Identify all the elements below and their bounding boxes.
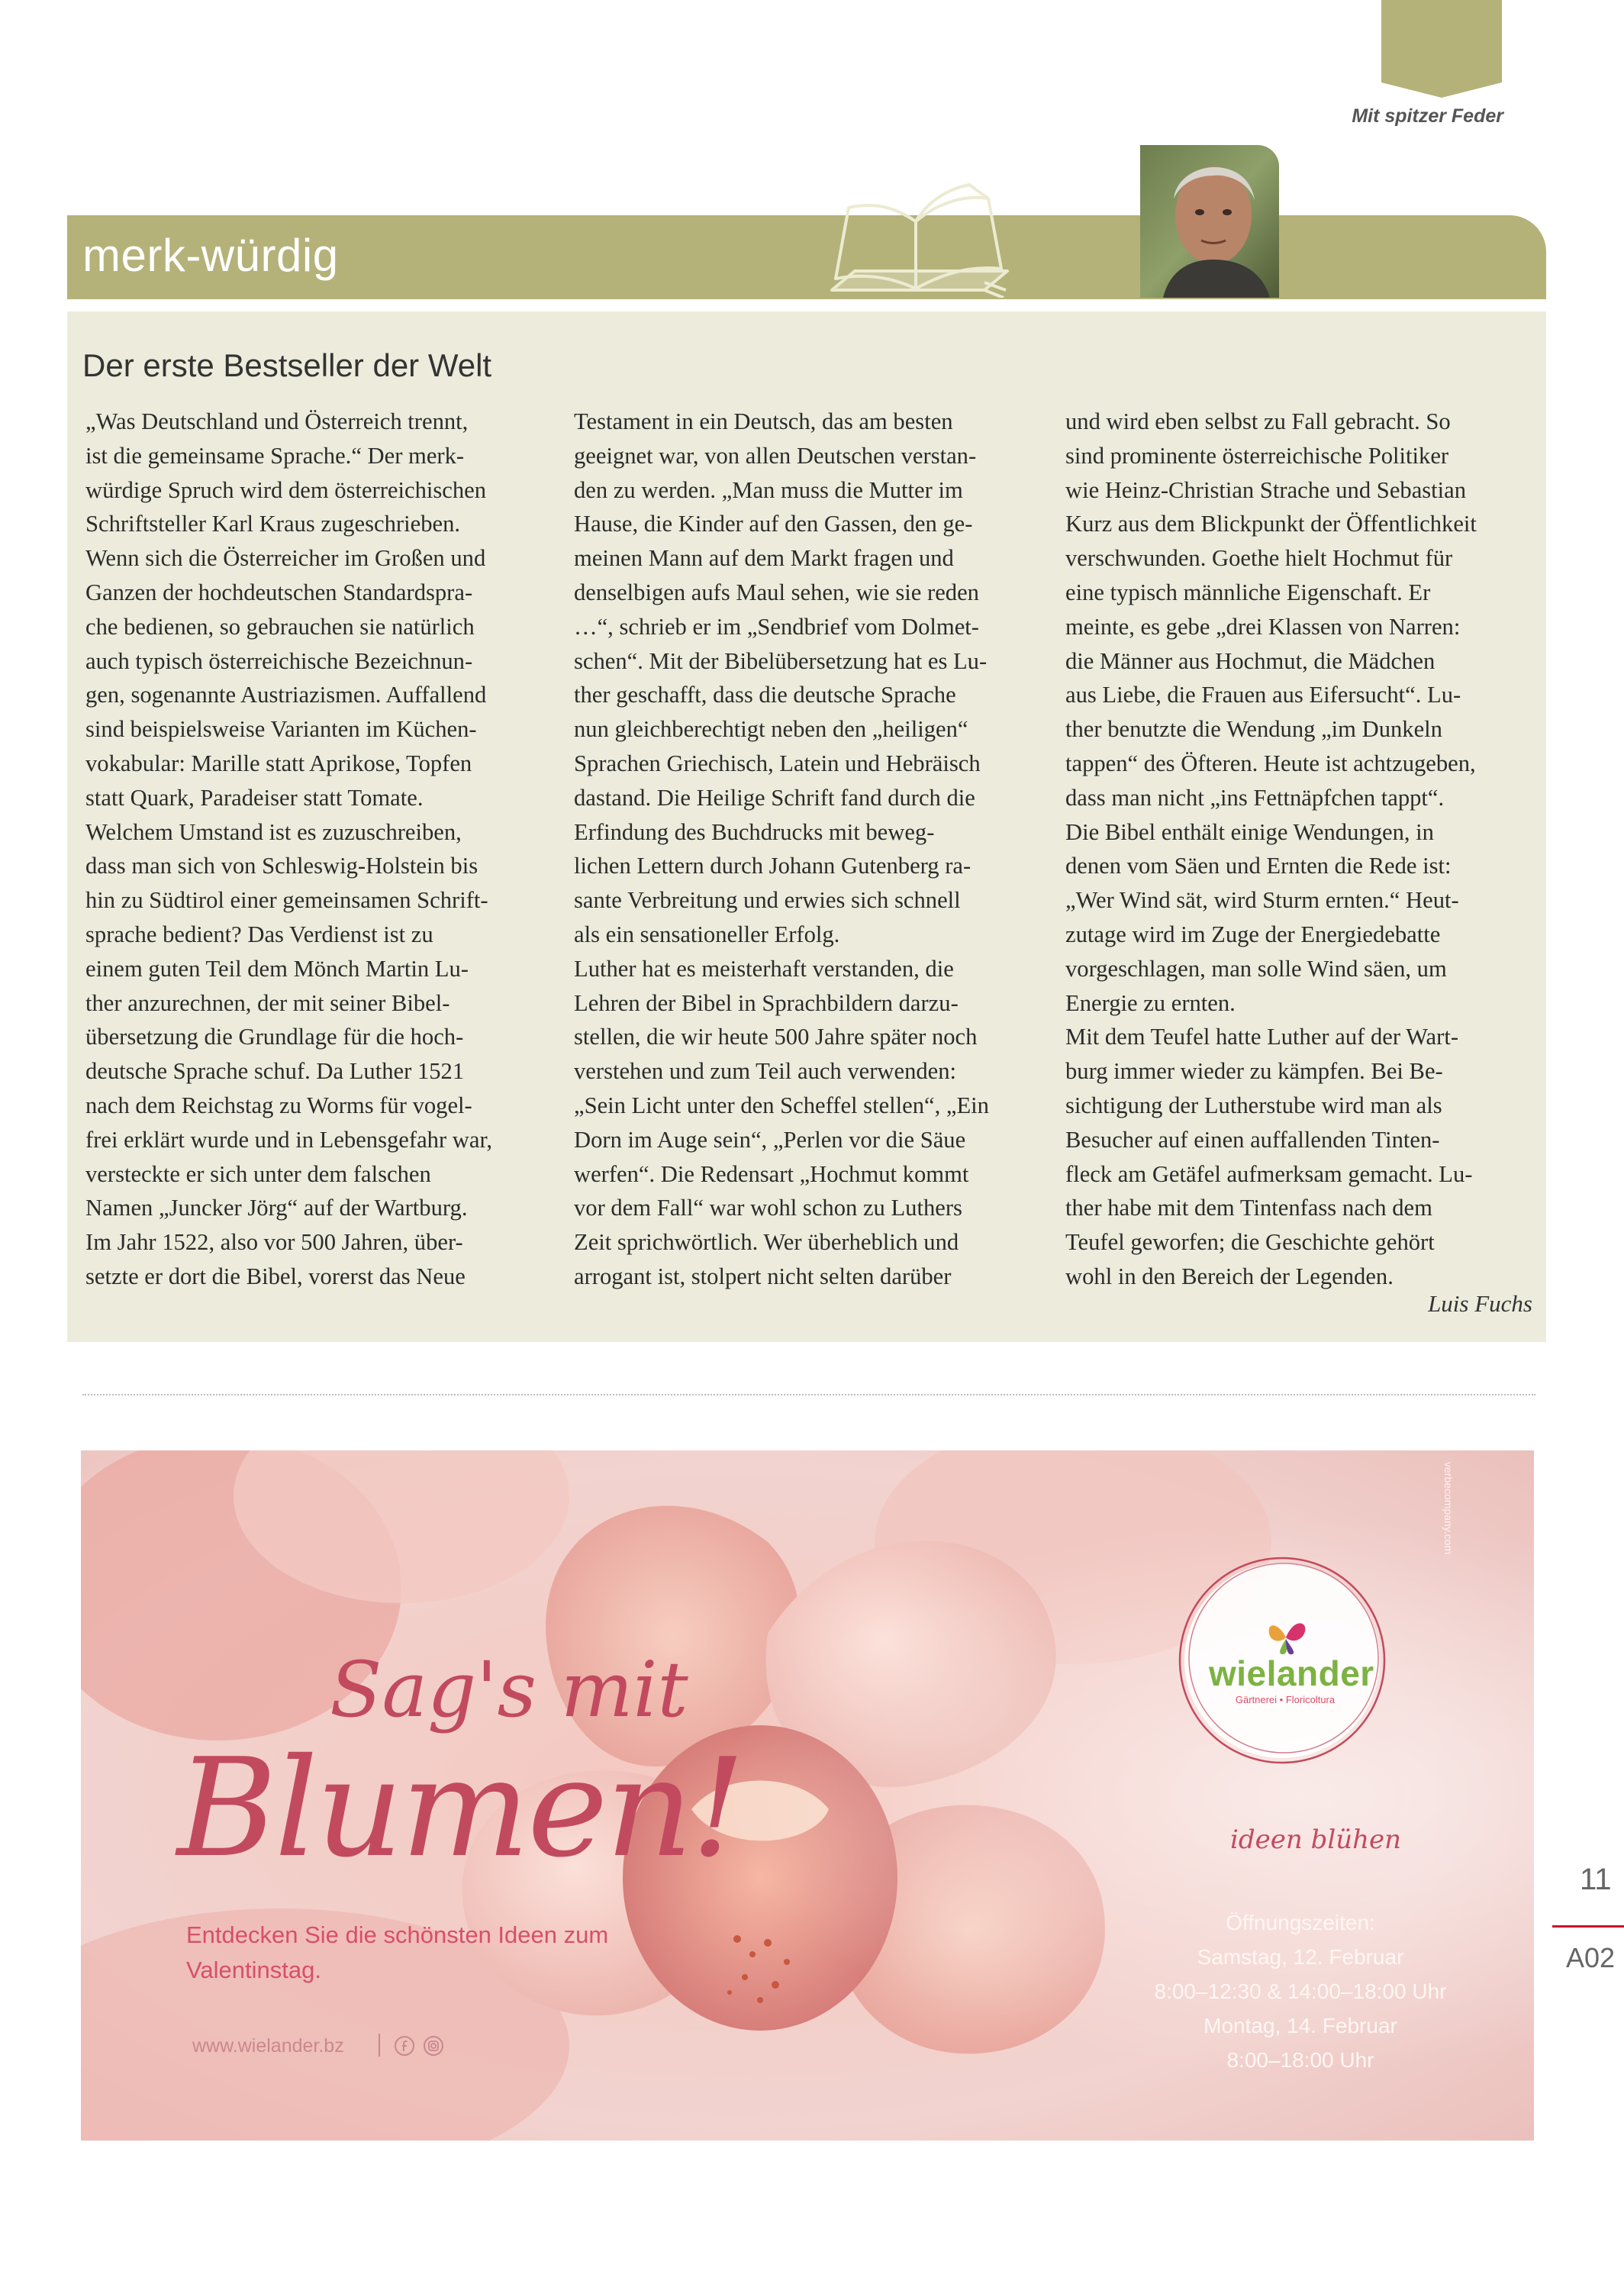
- logo-name: wielander: [1209, 1653, 1374, 1693]
- article-line: Schriftsteller Karl Kraus zugeschrieben.: [85, 511, 461, 537]
- article-column-2: [574, 405, 1032, 1294]
- article-line: Ganzen der hochdeutschen Standardspra-: [85, 579, 473, 605]
- section-tab: [1381, 0, 1502, 98]
- author-photo: [1140, 145, 1279, 298]
- article-line: lichen Lettern durch Johann Gutenberg ra-: [574, 853, 972, 879]
- article-line: ist die gemeinsame Sprache.“ Der merk-: [85, 442, 465, 469]
- ad-slogan: ideen blühen: [1230, 1824, 1402, 1855]
- article-line: dass man sich von Schleswig-Holstein bis: [85, 853, 478, 879]
- article-line: frei erklärt wurde und in Lebensgefahr war,: [85, 1126, 493, 1153]
- hours-line: 8:00–12:30 & 14:00–18:00 Uhr: [1154, 1979, 1447, 2003]
- article-line: die Männer aus Hochmut, die Mädchen: [1065, 647, 1436, 674]
- article-line: sante Verbreitung und erwies sich schnell: [574, 887, 961, 914]
- article-line: versteckte er sich unter dem falschen: [85, 1160, 431, 1187]
- article-line: verschwunden. Goethe hielt Hochmut für: [1065, 545, 1453, 572]
- article-line: Mit dem Teufel hatte Luther auf der Wart-: [1065, 1024, 1459, 1050]
- ad-website-link[interactable]: www.wielander.bz: [192, 2035, 344, 2057]
- banner-title: merk-würdig: [82, 230, 339, 281]
- ad-headline-line2: Blumen!: [177, 1729, 743, 1887]
- article-line: werfen“. Die Redensart „Hochmut kommt: [574, 1160, 969, 1187]
- article-line: schen“. Mit der Bibelübersetzung hat es Lu-: [574, 647, 988, 674]
- article-line: burg immer wieder zu kämpfen. Bei Be-: [1065, 1058, 1443, 1085]
- article-line: Im Jahr 1522, also vor 500 Jahren, über-: [85, 1229, 463, 1256]
- article-line: gen, sogenannte Austriazismen. Auffallend: [85, 682, 487, 708]
- article-line: nach dem Reichstag zu Worms für vogel-: [85, 1092, 472, 1118]
- article-line: Wenn sich die Österreicher im Großen und: [85, 545, 486, 572]
- page-code: A02: [1566, 1942, 1616, 1973]
- article-line: setzte er dort die Bibel, vorerst das Neue: [85, 1263, 466, 1289]
- article-line: geeignet war, von allen Deutschen verstan-: [574, 442, 977, 469]
- ad-copy: Entdecken Sie die schönsten Ideen zum Valentinstag.: [186, 1921, 609, 1983]
- article-line: dass man nicht „ins Fettnäpfchen tappt“.: [1065, 784, 1445, 811]
- article-line: Testament in ein Deutsch, das am besten: [574, 408, 953, 434]
- article-line: würdige Spruch wird dem österreichischen: [85, 476, 487, 503]
- logo-subtitle: Gärtnerei • Floricoltura: [1235, 1694, 1336, 1705]
- article-line: stellen, die wir heute 500 Jahre später noch: [574, 1024, 978, 1050]
- article-line: „Was Deutschland und Österreich trennt,: [85, 408, 469, 434]
- article-line: dastand. Die Heilige Schrift fand durch die: [574, 784, 975, 811]
- article-line: eine typisch männliche Eigenschaft. Er: [1065, 579, 1431, 605]
- article-line: auch typisch österreichische Bezeichnun-: [85, 647, 473, 674]
- article-line: verstehen und zum Teil auch verwenden:: [574, 1058, 957, 1085]
- article-line: Luther hat es meisterhaft verstanden, die: [574, 955, 954, 982]
- article-line: Erfindung des Buchdrucks mit beweg-: [574, 818, 935, 845]
- article-line: Lehren der Bibel in Sprachbildern darzu-: [574, 989, 959, 1016]
- open-book-icon: [801, 176, 1030, 298]
- article-line: vor dem Fall“ war wohl schon zu Luthers: [574, 1195, 962, 1221]
- article-line: „Sein Licht unter den Scheffel stellen“, „Ein: [574, 1092, 989, 1118]
- article-line: ther anzurechnen, der mit seiner Bibel-: [85, 989, 450, 1016]
- hours-line: 8:00–18:00 Uhr: [1226, 2048, 1374, 2072]
- opening-hours: [1110, 1905, 1491, 2077]
- article-line: Zeit sprichwörtlich. Wer überheblich und: [574, 1229, 959, 1256]
- article-line: Welchem Umstand ist es zuzuschreiben,: [85, 818, 462, 845]
- article-line: vorgeschlagen, man solle Wind säen, um: [1065, 955, 1447, 982]
- article-line: aus Liebe, die Frauen aus Eifersucht“. Lu-: [1065, 682, 1461, 708]
- article-line: Kurz aus dem Blickpunkt der Öffentlichkeit: [1065, 511, 1477, 537]
- article-line: fleck am Getäfel aufmerksam gemacht. Lu-: [1065, 1160, 1473, 1187]
- ad-separator: [379, 2034, 380, 2057]
- butterfly-logo-icon: [1263, 1615, 1309, 1657]
- article-line: zutage wird im Zuge der Energiedebatte: [1065, 921, 1441, 947]
- article-line: Besucher auf einen auffallenden Tinten-: [1065, 1126, 1440, 1153]
- article-line: meinen Mann auf dem Markt fragen und: [574, 545, 954, 572]
- article-line: tappen“ des Öfteren. Heute ist achtzugeben,: [1065, 750, 1476, 776]
- article-line: den zu werden. „Man muss die Mutter im: [574, 476, 963, 503]
- page-number: 11: [1580, 1863, 1612, 1896]
- ad-headline-line1: Sag's mit: [330, 1645, 688, 1734]
- photo-credit: verbecompany.com: [1442, 1462, 1455, 1555]
- article-title: Der erste Bestseller der Welt: [82, 347, 492, 383]
- article-line: Sprachen Griechisch, Latein und Hebräisch: [574, 750, 981, 776]
- article-column-1: [85, 405, 543, 1294]
- article-line: arrogant ist, stolpert nicht selten darüber: [574, 1263, 952, 1289]
- section-label: Mit spitzer Feder: [1352, 105, 1503, 127]
- article-line: übersetzung die Grundlage für die hoch-: [85, 1024, 464, 1050]
- article-line: Energie zu ernten.: [1065, 989, 1236, 1016]
- article-line: „Wer Wind sät, wird Sturm ernten.“ Heut-: [1065, 887, 1459, 914]
- facebook-icon[interactable]: [394, 2035, 415, 2057]
- article-line: sprache bedient? Das Verdienst ist zu: [85, 921, 433, 947]
- article-line: sichtigung der Lutherstube wird man als: [1065, 1092, 1442, 1118]
- article-line: und wird eben selbst zu Fall gebracht. So: [1065, 408, 1451, 434]
- article-line: nun gleichberechtigt neben den „heiligen“: [574, 716, 968, 743]
- article-line: sind beispielsweise Varianten im Küchen-: [85, 716, 477, 743]
- article-line: ther habe mit dem Tintenfass nach dem: [1065, 1195, 1432, 1221]
- article-line: …“, schrieb er im „Sendbrief vom Dolmet-: [574, 613, 979, 640]
- hours-line: Öffnungszeiten:: [1226, 1911, 1375, 1934]
- article-line: deutsche Sprache schuf. Da Luther 1521: [85, 1058, 465, 1085]
- article-line: denen vom Säen und Ernten die Rede ist:: [1065, 853, 1452, 879]
- article-line: statt Quark, Paradeiser statt Tomate.: [85, 784, 424, 811]
- article-line: ther benutzte die Wendung „im Dunkeln: [1065, 716, 1442, 743]
- article-line: vokabular: Marille statt Aprikose, Topfen: [85, 750, 472, 776]
- page-marker-line: [1552, 1925, 1624, 1928]
- article-line: als ein sensationeller Erfolg.: [574, 921, 840, 947]
- article-line: meinte, es gebe „drei Klassen von Narren:: [1065, 613, 1461, 640]
- article-line: wie Heinz-Christian Strache und Sebastian: [1065, 476, 1467, 503]
- article-line: Teufel geworfen; die Geschichte gehört: [1065, 1229, 1435, 1256]
- article-line: ther geschafft, dass die deutsche Sprache: [574, 682, 956, 708]
- article-line: wohl in den Bereich der Legenden.: [1065, 1263, 1394, 1289]
- divider: [82, 1394, 1535, 1395]
- article-column-3: [1065, 405, 1523, 1294]
- article-line: Hause, die Kinder auf den Gassen, den ge-: [574, 511, 973, 537]
- article-line: hin zu Südtirol einer gemeinsamen Schrift-: [85, 887, 488, 914]
- article-line: denselbigen aufs Maul sehen, wie sie reden: [574, 579, 979, 605]
- instagram-icon[interactable]: [423, 2035, 444, 2057]
- article-line: einem guten Teil dem Mönch Martin Lu-: [85, 955, 469, 982]
- article-line: che bedienen, so gebrauchen sie natürlich: [85, 613, 475, 640]
- article-line: Die Bibel enthält einige Wendungen, in: [1065, 818, 1434, 845]
- article-line: sind prominente österreichische Politiker: [1065, 442, 1449, 469]
- hours-line: Montag, 14. Februar: [1204, 2014, 1397, 2037]
- article-line: Namen „Juncker Jörg“ auf der Wartburg.: [85, 1195, 468, 1221]
- hours-line: Samstag, 12. Februar: [1197, 1945, 1404, 1969]
- article-line: Dorn im Auge sein“, „Perlen vor die Säue: [574, 1126, 966, 1153]
- article-byline: Luis Fuchs: [1428, 1290, 1532, 1317]
